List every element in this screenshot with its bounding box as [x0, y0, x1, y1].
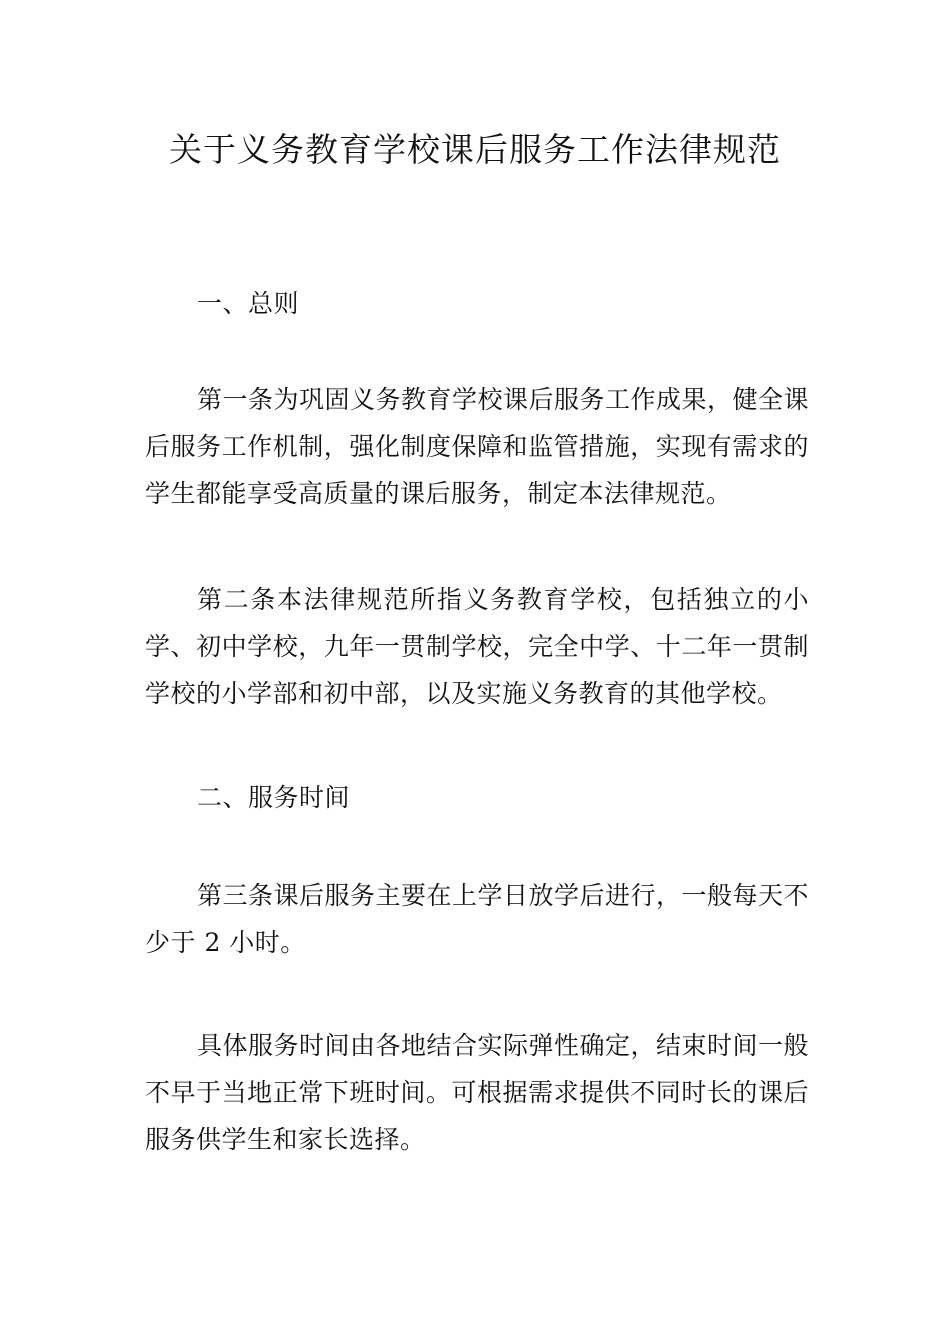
article-2-paragraph: 第二条本法律规范所指义务教育学校，包括独立的小学、初中学校，九年一贯制学校，完全中学、十二年一贯制学校的小学部和初中部，以及实施义务教育的其他学校。 [145, 585, 809, 708]
section-heading-service-time: 二、服务时间 [197, 783, 351, 812]
article-1-paragraph: 第一条为巩固义务教育学校课后服务工作成果，健全课后服务工作机制，强化制度保障和监管措施，实现有需求的学生都能享受高质量的课后服务，制定本法律规范。 [145, 385, 810, 508]
article-3-paragraph: 第三条课后服务主要在上学日放学后进行，一般每天不少于 2 小时。 [145, 881, 810, 957]
document-title: 关于义务教育学校课后服务工作法律规范 [169, 130, 781, 169]
service-time-detail-paragraph: 具体服务时间由各地结合实际弹性确定，结束时间一般不早于当地正常下班时间。可根据需求提供不同时长的课后服务供学生和家长选择。 [145, 1031, 810, 1154]
section-heading-general: 一、总则 [197, 289, 300, 318]
